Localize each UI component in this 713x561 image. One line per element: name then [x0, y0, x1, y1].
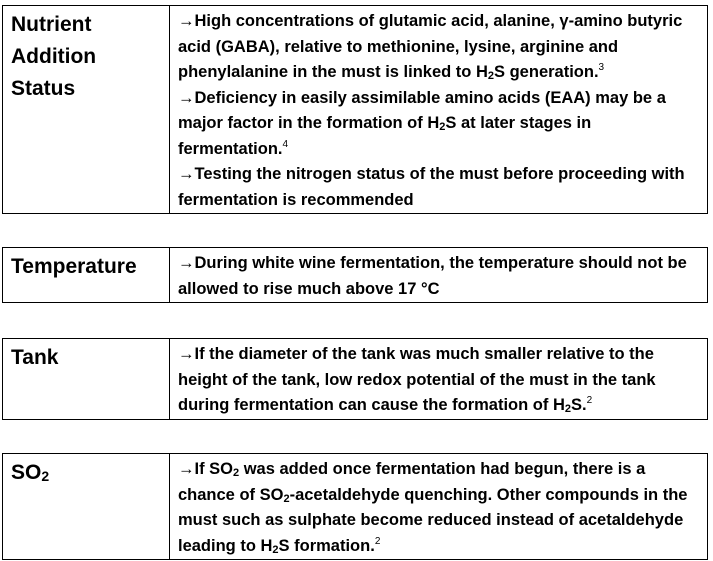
- so2-table: [2, 453, 708, 560]
- tank-point-1: →If the diameter of the tank was much smaller relative to the height of the tank, low redox potential of the must in the tank during fermentation can cause the formation of $H_2S.^2$: [178, 345, 656, 415]
- temperature-content: [170, 248, 708, 303]
- reference-mark: 4: [282, 138, 289, 150]
- reference-mark: 2: [586, 395, 593, 406]
- arrow-icon: →: [178, 345, 195, 363]
- so2-point-1: →If $SO_2$ was added once fermentation had begun, there is a chance of $SO_2$-acetaldehyde quenching. Other compounds in the must such as sulphate become reduced instead of acetaldehyde leading to $H_2S$ formation.$^2$: [178, 460, 688, 556]
- nutrient-content: [170, 6, 708, 214]
- arrow-icon: →: [178, 88, 195, 107]
- temperature-heading: Temperature: [3, 248, 170, 303]
- arrow-icon: →: [178, 12, 195, 30]
- reference-mark: 2: [374, 535, 381, 547]
- so2-heading: $SO_2$: [3, 454, 170, 560]
- nutrient-point-1: →High concentrations of glutamic acid, alanine, γ-amino butyric acid (GABA), relative to methionine, lysine, arginine and phenylalanine in the must is linked to $H_2S$ generation.$^3$: [178, 12, 683, 82]
- nutrient-heading-line-2: Addition: [11, 45, 97, 68]
- tank-table: [2, 338, 708, 420]
- nutrient-table: [2, 5, 708, 214]
- arrow-icon: →: [178, 165, 195, 183]
- nutrient-point-2: →Deficiency in easily assimilable amino acids (EAA) may be a major factor in the formation of $H_2S$ at later stages in fermentation.$^4$: [178, 88, 666, 158]
- arrow-icon: →: [178, 254, 195, 272]
- gamma-symbol: γ: [559, 12, 569, 30]
- nutrient-point-3: →Testing the nitrogen status of the must before proceeding with fermentation is recommended: [178, 165, 685, 209]
- nutrient-heading-line-1: Nutrient: [11, 13, 92, 36]
- reference-mark: 3: [598, 62, 605, 73]
- arrow-icon: →: [178, 460, 195, 478]
- nutrient-heading: [3, 6, 170, 214]
- nutrient-heading-line-3: Status: [11, 77, 76, 100]
- temperature-point-1: →During white wine fermentation, the temperature should not be allowed to rise much above 17 °C: [178, 254, 687, 298]
- so2-content: [170, 454, 708, 560]
- temperature-table: [2, 247, 708, 303]
- tank-heading: Tank: [3, 339, 170, 420]
- tank-content: [170, 339, 708, 420]
